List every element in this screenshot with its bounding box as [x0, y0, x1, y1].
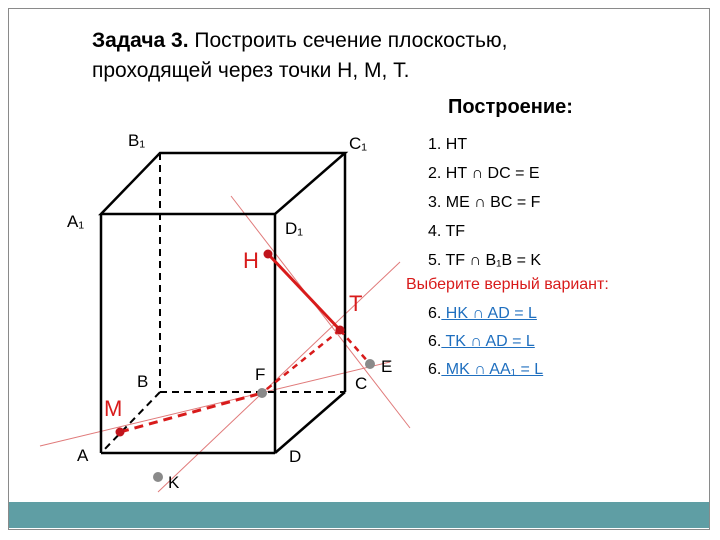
label-c: C: [355, 374, 368, 393]
label-k: K: [168, 473, 180, 492]
label-m: M: [104, 396, 123, 421]
label-e: E: [381, 357, 393, 376]
top-face: [101, 153, 345, 214]
choice-number: 6.: [428, 333, 442, 350]
label-a: A: [77, 446, 89, 465]
task-line1: Построить сечение плоскостью,: [194, 29, 508, 52]
choice-link-tk[interactable]: TK ∩ AD = L: [441, 333, 535, 350]
choice-link-hk[interactable]: HK ∩ AD = L: [441, 305, 537, 322]
label-b: B: [137, 372, 149, 391]
task-line2: проходящей через точки Н, М, Т.: [92, 59, 410, 82]
task-label: Задача 3.: [92, 29, 189, 52]
point-f: [257, 388, 267, 398]
line-me: [40, 362, 390, 446]
step-1: 1. НТ: [428, 136, 468, 153]
label-d: D: [289, 447, 302, 466]
step-2: 2. НТ ∩ DC = E: [428, 165, 540, 182]
accent-bar: [9, 502, 709, 528]
label-b1: B₁: [128, 131, 146, 150]
label-h: H: [243, 248, 259, 273]
label-a1: A₁: [67, 212, 85, 231]
step-4: 4. TF: [428, 223, 466, 240]
choice-number: 6.: [428, 361, 442, 378]
construction-heading: Построение:: [448, 96, 573, 118]
point-m: [116, 428, 125, 437]
point-k: [153, 472, 163, 482]
label-c1: C₁: [349, 134, 368, 153]
point-t: [336, 326, 345, 335]
step-5: 5. TF ∩ B₁B = K: [428, 252, 542, 269]
point-e: [365, 359, 375, 369]
choice-prompt: Выберите верный вариант:: [406, 276, 609, 293]
point-h: [264, 250, 273, 259]
label-t: T: [349, 291, 363, 316]
edge-dc: [275, 392, 345, 453]
choice-link-mk[interactable]: MK ∩ AA₁ = L: [441, 361, 544, 378]
choice-number: 6.: [428, 305, 442, 322]
section-ht: [268, 254, 340, 330]
label-d1: D₁: [285, 219, 304, 238]
label-f: F: [255, 365, 266, 384]
step-3: 3. ME ∩ BC = F: [428, 194, 541, 211]
